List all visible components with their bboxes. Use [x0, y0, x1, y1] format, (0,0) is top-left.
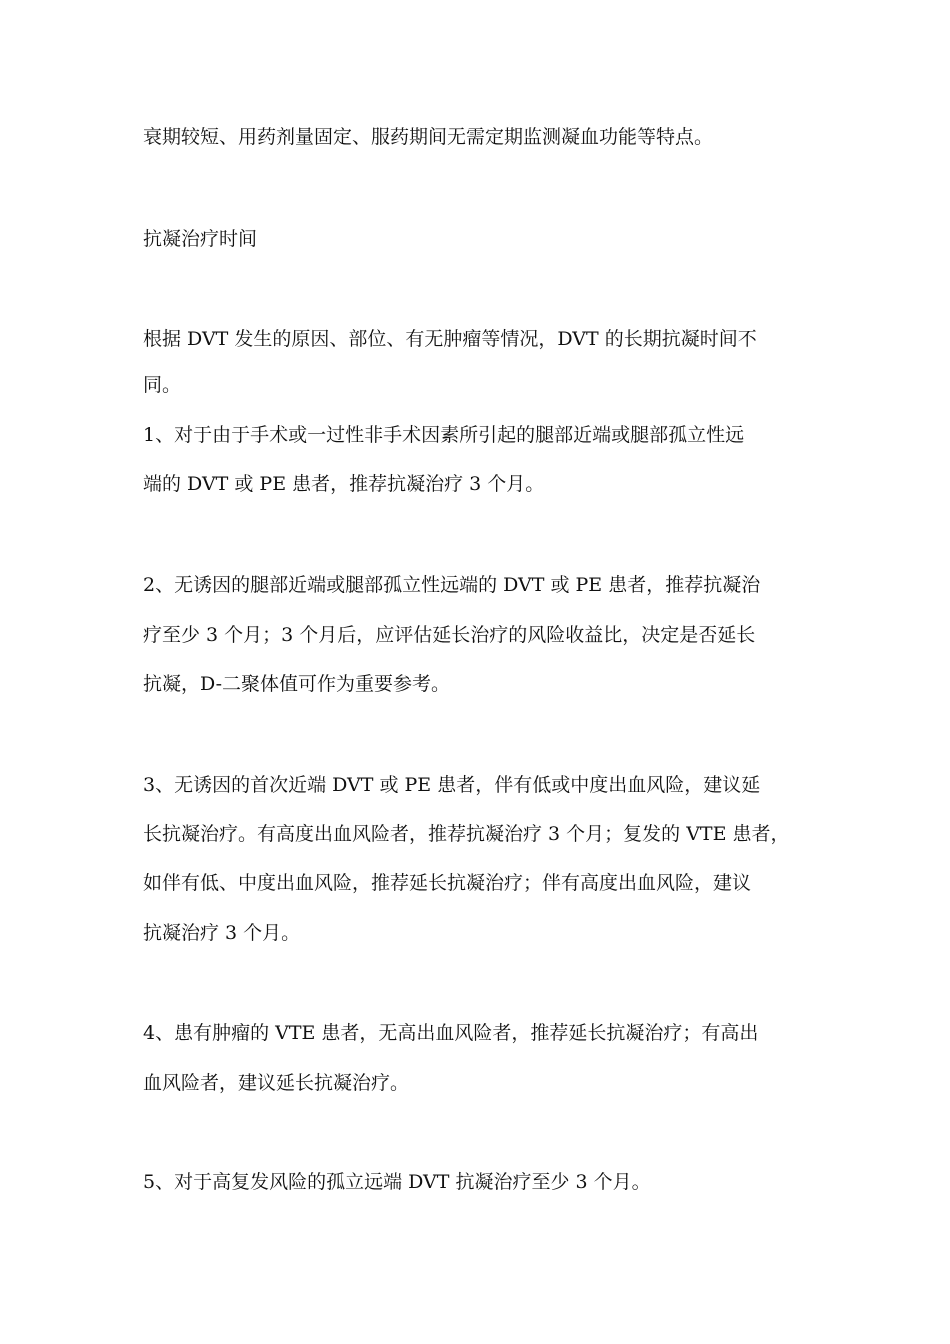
text-line: 根据 DVT 发生的原因、部位、有无肿瘤等情况，DVT 的长期抗凝时间不 — [143, 328, 757, 350]
text-line: 血风险者，建议延长抗凝治疗。 — [143, 1072, 410, 1094]
text-line: 3、无诱因的首次近端 DVT 或 PE 患者，伴有低或中度出血风险，建议延 — [143, 774, 761, 796]
text-line: 2、无诱因的腿部近端或腿部孤立性远端的 DVT 或 PE 患者，推荐抗凝治 — [143, 574, 761, 596]
text-line: 抗凝，D-二聚体值可作为重要参考。 — [143, 673, 451, 695]
text-line: 衰期较短、用药剂量固定、服药期间无需定期监测凝血功能等特点。 — [143, 126, 714, 148]
text-line: 5、对于高复发风险的孤立远端 DVT 抗凝治疗至少 3 个月。 — [143, 1171, 651, 1193]
text-line: 如伴有低、中度出血风险，推荐延长抗凝治疗；伴有高度出血风险，建议 — [143, 872, 752, 894]
text-line: 同。 — [143, 374, 182, 396]
text-line: 端的 DVT 或 PE 患者，推荐抗凝治疗 3 个月。 — [143, 473, 545, 495]
text-line: 1、对于由于手术或一过性非手术因素所引起的腿部近端或腿部孤立性远 — [143, 424, 745, 446]
section-heading: 抗凝治疗时间 — [143, 228, 258, 250]
text-line: 抗凝治疗 3 个月。 — [143, 922, 301, 944]
text-line: 4、患有肿瘤的 VTE 患者，无高出血风险者，推荐延长抗凝治疗；有高出 — [143, 1022, 759, 1044]
text-line: 疗至少 3 个月；3 个月后，应评估延长治疗的风险收益比，决定是否延长 — [143, 624, 756, 646]
text-line: 长抗凝治疗。有高度出血风险者，推荐抗凝治疗 3 个月；复发的 VTE 患者， — [143, 823, 790, 845]
